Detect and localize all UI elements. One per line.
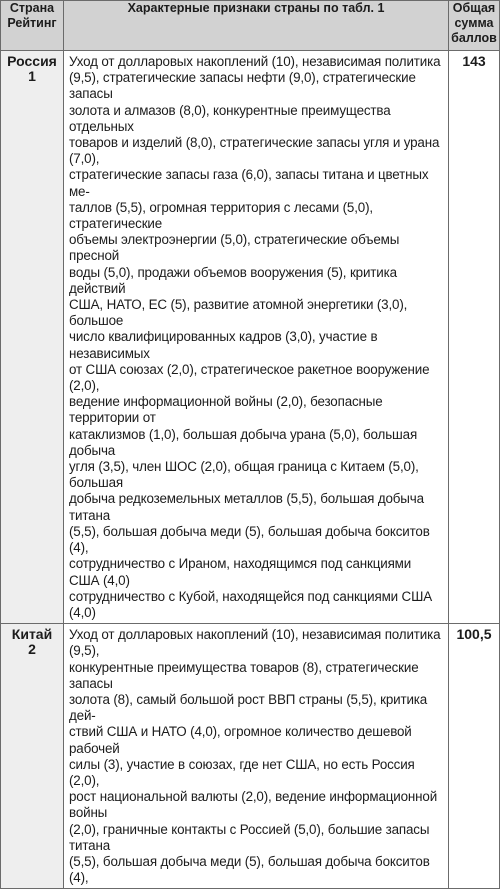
header-country	[1, 1, 64, 51]
table-row	[1, 51, 500, 624]
header-features-text: Характерные признаки страны по табл. 1	[127, 1, 385, 15]
country-name: Россия	[7, 53, 57, 69]
total-cell: 100,5	[449, 624, 500, 889]
features-cell: Уход от долларовых накоплений (10), независимая политика (9,5), стратегические запасы нефти (9,0), стратегические запасы золота и алмазов (8,0), конкурентные преимущества отдельных товаров и изделий (8,0), стратегические запасы угля и урана (7,0), стратегические запасы газа (6,0), запасы титана и цветных ме- таллов (5,5), огромная территория с лесами (5,0), стратегические объемы электроэнергии (5,0), стратегические объемы пресной воды (5,0), продажи объемов вооружения (5), критика действий США, НАТО, ЕС (5), развитие атомной энергетики (3,0), большое число квалифицированных кадров (3,0), участие в независимых от США союзах (2,0), стратегическое ракетное вооружение (2,0), ведение информационной войны (2,0), безопасные территории от катаклизмов (1,0), большая добыча урана (5,0), большая добыча угля (3,5), член ШОС (2,0), общая граница с Китаем (5,0), большая добыча редкоземельных металлов (5,5), большая добыча титана (5,5), большая добыча меди (5), большая добыча бокситов (4), сотрудничество с Ираном, находящимся под санкциями США (4,0) сотрудничество с Кубой, находящейся под санкциями США (4,0)	[64, 51, 449, 624]
country-cell	[1, 624, 64, 889]
header-row	[1, 1, 500, 51]
header-features	[64, 1, 449, 51]
header-country-text: Страна Рейтинг	[7, 1, 57, 30]
features-cell: Уход от долларовых накоплений (10), независимая политика (9,5), конкурентные преимущества товаров (8), стратегические запасы золота (8), самый большой рост ВВП страны (5,5), критика дей- ствий США и НАТО (4,0), огромное количество дешевой рабочей силы (3), участие в союзах, где нет США, но есть Россия (2,0), рост национальной валюты (2,0), ведение информационной войны (2,0), граничные контакты с Россией (5,0), большие запасы титана (5,5), большая добыча меди (5), большая добыча бокситов (4),	[64, 624, 449, 889]
country-cell	[1, 51, 64, 624]
header-total-text: Общая сумма баллов	[451, 1, 497, 45]
table-row	[1, 624, 500, 889]
country-rank: 1	[28, 68, 36, 84]
total-cell: 143	[449, 51, 500, 624]
country-rank: 2	[28, 641, 36, 658]
country-name: Китай	[11, 626, 53, 643]
header-total	[449, 1, 500, 51]
